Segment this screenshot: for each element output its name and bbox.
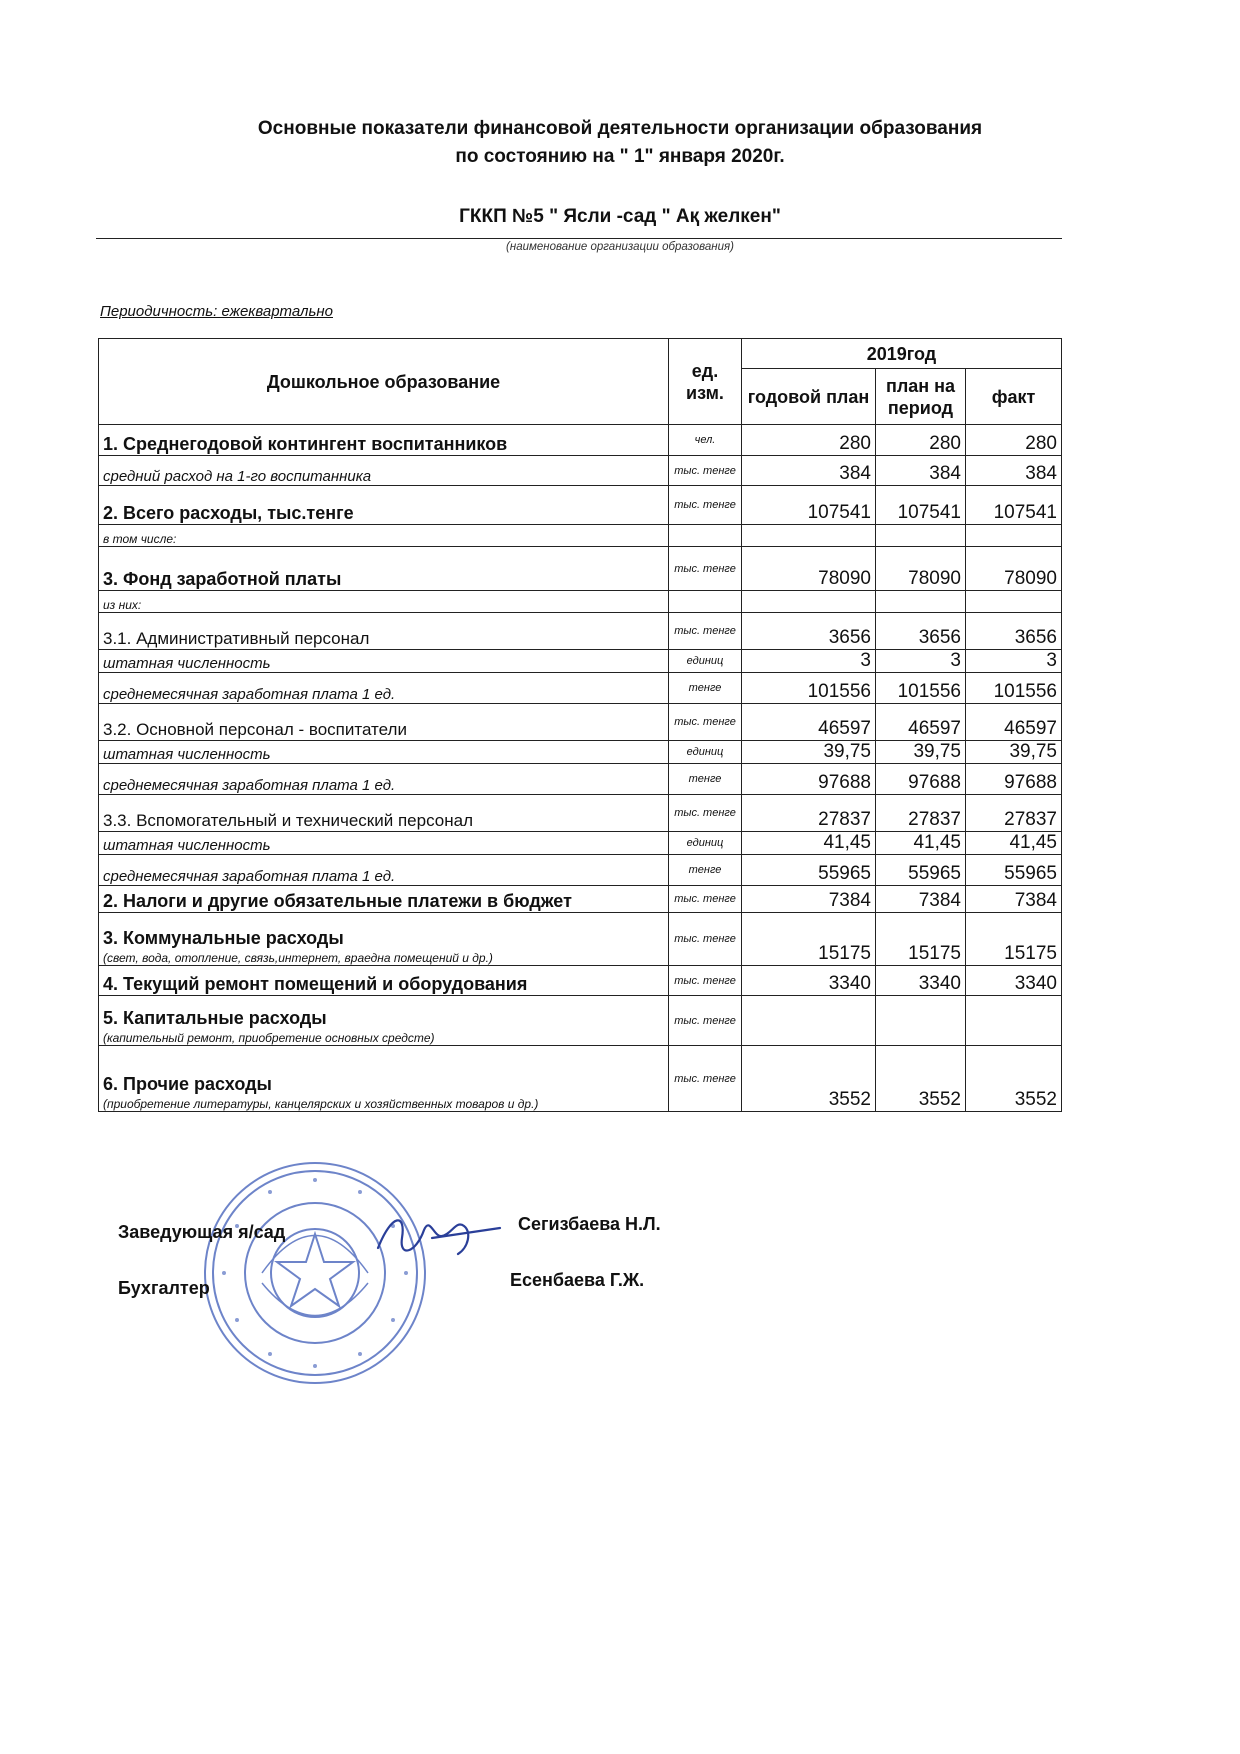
- cell-period: [876, 591, 966, 613]
- cell-fact: 107541: [966, 486, 1062, 525]
- cell-fact: 15175: [966, 913, 1062, 966]
- cell-plan: 280: [742, 425, 876, 456]
- row-label: [99, 886, 669, 913]
- cell-period: 78090: [876, 547, 966, 591]
- cell-fact: 41,45: [966, 832, 1062, 855]
- row-label-text: штатная численность: [103, 655, 271, 672]
- row-unit: тыс. тенге: [669, 795, 742, 832]
- cell-period: 97688: [876, 764, 966, 795]
- cell-period: 15175: [876, 913, 966, 966]
- cell-plan: 3552: [742, 1046, 876, 1112]
- cell-period: [876, 996, 966, 1046]
- cell-period: 46597: [876, 704, 966, 741]
- table-row: [99, 547, 1062, 591]
- cell-fact: 78090: [966, 547, 1062, 591]
- cell-fact: 97688: [966, 764, 1062, 795]
- cell-plan: 101556: [742, 673, 876, 704]
- indicators-table: [98, 338, 1062, 1112]
- cell-plan: 3656: [742, 613, 876, 650]
- cell-fact: 3656: [966, 613, 1062, 650]
- table-row: [99, 486, 1062, 525]
- row-label-text: среднемесячная заработная плата 1 ед.: [103, 868, 396, 885]
- row-label-text: 3. Коммунальные расходы: [103, 928, 344, 948]
- organization-caption: (наименование организации образования): [506, 241, 734, 253]
- cell-period: 41,45: [876, 832, 966, 855]
- row-unit: [669, 525, 742, 547]
- table-row: [99, 741, 1062, 764]
- row-label-note: (капительный ремонт, приобретение основных средсте): [103, 1031, 435, 1045]
- cell-plan: 39,75: [742, 741, 876, 764]
- cell-fact: 7384: [966, 886, 1062, 913]
- table-row: [99, 855, 1062, 886]
- row-label-text: штатная численность: [103, 746, 271, 763]
- signature-role-accountant: Бухгалтер: [118, 1278, 210, 1298]
- row-unit: единиц: [669, 650, 742, 673]
- row-label: [99, 704, 669, 741]
- cell-fact: 101556: [966, 673, 1062, 704]
- row-label: [99, 673, 669, 704]
- table-row: [99, 832, 1062, 855]
- row-label: [99, 966, 669, 996]
- cell-plan: 107541: [742, 486, 876, 525]
- row-label: [99, 855, 669, 886]
- row-unit: тыс. тенге: [669, 456, 742, 486]
- signature-role-head: Заведующая я/сад: [118, 1222, 286, 1242]
- table-row: [99, 525, 1062, 547]
- row-label-text: среднемесячная заработная плата 1 ед.: [103, 777, 396, 794]
- cell-period: 27837: [876, 795, 966, 832]
- cell-period: 280: [876, 425, 966, 456]
- table-row: [99, 613, 1062, 650]
- cell-plan: [742, 591, 876, 613]
- row-label: [99, 996, 669, 1046]
- cell-fact: 3340: [966, 966, 1062, 996]
- row-label-text: из них:: [103, 598, 142, 612]
- cell-period: 107541: [876, 486, 966, 525]
- row-unit: тыс. тенге: [669, 1046, 742, 1112]
- cell-fact: [966, 996, 1062, 1046]
- header-unit: ед. изм.: [669, 339, 742, 425]
- cell-plan: [742, 525, 876, 547]
- cell-plan: 27837: [742, 795, 876, 832]
- periodicity-note: Периодичность: ежеквартально: [100, 303, 333, 320]
- row-label: [99, 1046, 669, 1112]
- cell-period: 39,75: [876, 741, 966, 764]
- cell-period: 55965: [876, 855, 966, 886]
- row-label-text: 5. Капитальные расходы: [103, 1008, 327, 1028]
- report-title-line1: Основные показатели финансовой деятельности организации образования: [257, 118, 983, 139]
- row-label: [99, 591, 669, 613]
- table-row: [99, 764, 1062, 795]
- cell-fact: 384: [966, 456, 1062, 486]
- cell-period: 3340: [876, 966, 966, 996]
- row-label-text: 2. Налоги и другие обязательные платежи в бюджет: [103, 891, 572, 911]
- cell-period: 3552: [876, 1046, 966, 1112]
- table-row: [99, 456, 1062, 486]
- cell-plan: 7384: [742, 886, 876, 913]
- table-row: [99, 996, 1062, 1046]
- row-unit: тенге: [669, 764, 742, 795]
- cell-period: [876, 525, 966, 547]
- row-label: [99, 425, 669, 456]
- header-period-plan: план на период: [876, 369, 966, 425]
- cell-plan: 78090: [742, 547, 876, 591]
- row-label: [99, 832, 669, 855]
- cell-period: 101556: [876, 673, 966, 704]
- table-row: [99, 425, 1062, 456]
- report-title-line2: по состоянию на " 1" января 2020г.: [455, 146, 785, 167]
- row-unit: тыс. тенге: [669, 613, 742, 650]
- row-label-text: среднемесячная заработная плата 1 ед.: [103, 686, 396, 703]
- cell-period: 384: [876, 456, 966, 486]
- signature-name-accountant: Есенбаева Г.Ж.: [510, 1270, 645, 1290]
- cell-plan: [742, 996, 876, 1046]
- row-unit: тыс. тенге: [669, 704, 742, 741]
- row-label: [99, 525, 669, 547]
- cell-plan: 97688: [742, 764, 876, 795]
- row-label: [99, 613, 669, 650]
- row-label: [99, 764, 669, 795]
- cell-fact: [966, 525, 1062, 547]
- cell-fact: 3552: [966, 1046, 1062, 1112]
- row-unit: тыс. тенге: [669, 913, 742, 966]
- row-label-text: 3.2. Основной персонал - воспитатели: [103, 720, 407, 739]
- row-label: [99, 741, 669, 764]
- table-row: [99, 673, 1062, 704]
- row-unit: тыс. тенге: [669, 966, 742, 996]
- header-year: 2019год: [742, 339, 1062, 369]
- row-label-text: 4. Текущий ремонт помещений и оборудования: [103, 974, 528, 994]
- table-row: [99, 886, 1062, 913]
- organization-stamp: [200, 1158, 430, 1388]
- row-label: [99, 486, 669, 525]
- row-label-text: 3.1. Административный персонал: [103, 629, 370, 648]
- row-unit: тыс. тенге: [669, 886, 742, 913]
- row-label-text: средний расход на 1-го воспитанника: [103, 468, 372, 485]
- cell-plan: 15175: [742, 913, 876, 966]
- row-label-text: 3. Фонд заработной платы: [103, 569, 342, 589]
- row-label-note: (свет, вода, отопление, связь,интернет, враедна помещений и др.): [103, 951, 493, 965]
- cell-period: 3: [876, 650, 966, 673]
- row-label-text: 2. Всего расходы, тыс.тенге: [103, 503, 354, 523]
- cell-plan: 3340: [742, 966, 876, 996]
- cell-fact: [966, 591, 1062, 613]
- table-row: [99, 913, 1062, 966]
- row-unit: [669, 591, 742, 613]
- table-row: [99, 795, 1062, 832]
- signature-name-head: Сегизбаева Н.Л.: [518, 1214, 661, 1234]
- row-unit: тыс. тенге: [669, 996, 742, 1046]
- header-annual-plan: годовой план: [742, 369, 876, 425]
- table-row: [99, 650, 1062, 673]
- row-unit: единиц: [669, 741, 742, 764]
- cell-fact: 27837: [966, 795, 1062, 832]
- row-label: [99, 456, 669, 486]
- cell-period: 3656: [876, 613, 966, 650]
- row-label: [99, 547, 669, 591]
- organization-underline: [96, 238, 1062, 239]
- cell-plan: 46597: [742, 704, 876, 741]
- header-title: Дошкольное образование: [99, 339, 669, 425]
- row-unit: тенге: [669, 673, 742, 704]
- table-row: [99, 704, 1062, 741]
- cell-period: 7384: [876, 886, 966, 913]
- row-unit: чел.: [669, 425, 742, 456]
- row-label-text: 1. Среднегодовой контингент воспитанников: [103, 434, 508, 454]
- header-fact: факт: [966, 369, 1062, 425]
- row-unit: единиц: [669, 832, 742, 855]
- row-label-note: (приобретение литературы, канцелярских и хозяйственных товаров и др.): [103, 1097, 539, 1111]
- row-label-text: 3.3. Вспомогательный и технический персонал: [103, 811, 473, 830]
- row-label: [99, 795, 669, 832]
- cell-plan: 384: [742, 456, 876, 486]
- table-row: [99, 591, 1062, 613]
- table-row: [99, 966, 1062, 996]
- cell-fact: 55965: [966, 855, 1062, 886]
- organization-name: ГККП №5 " Ясли -сад " Ақ желкен": [459, 206, 781, 227]
- cell-plan: 41,45: [742, 832, 876, 855]
- row-unit: тыс. тенге: [669, 547, 742, 591]
- cell-fact: 280: [966, 425, 1062, 456]
- handwritten-signature: [372, 1208, 502, 1268]
- cell-plan: 55965: [742, 855, 876, 886]
- row-unit: тыс. тенге: [669, 486, 742, 525]
- cell-fact: 46597: [966, 704, 1062, 741]
- row-label-text: 6. Прочие расходы: [103, 1074, 272, 1094]
- cell-fact: 3: [966, 650, 1062, 673]
- cell-fact: 39,75: [966, 741, 1062, 764]
- cell-plan: 3: [742, 650, 876, 673]
- row-label: [99, 913, 669, 966]
- table-row: [99, 1046, 1062, 1112]
- row-label-text: в том числе:: [103, 532, 177, 546]
- row-label-text: штатная численность: [103, 837, 271, 854]
- row-label: [99, 650, 669, 673]
- row-unit: тенге: [669, 855, 742, 886]
